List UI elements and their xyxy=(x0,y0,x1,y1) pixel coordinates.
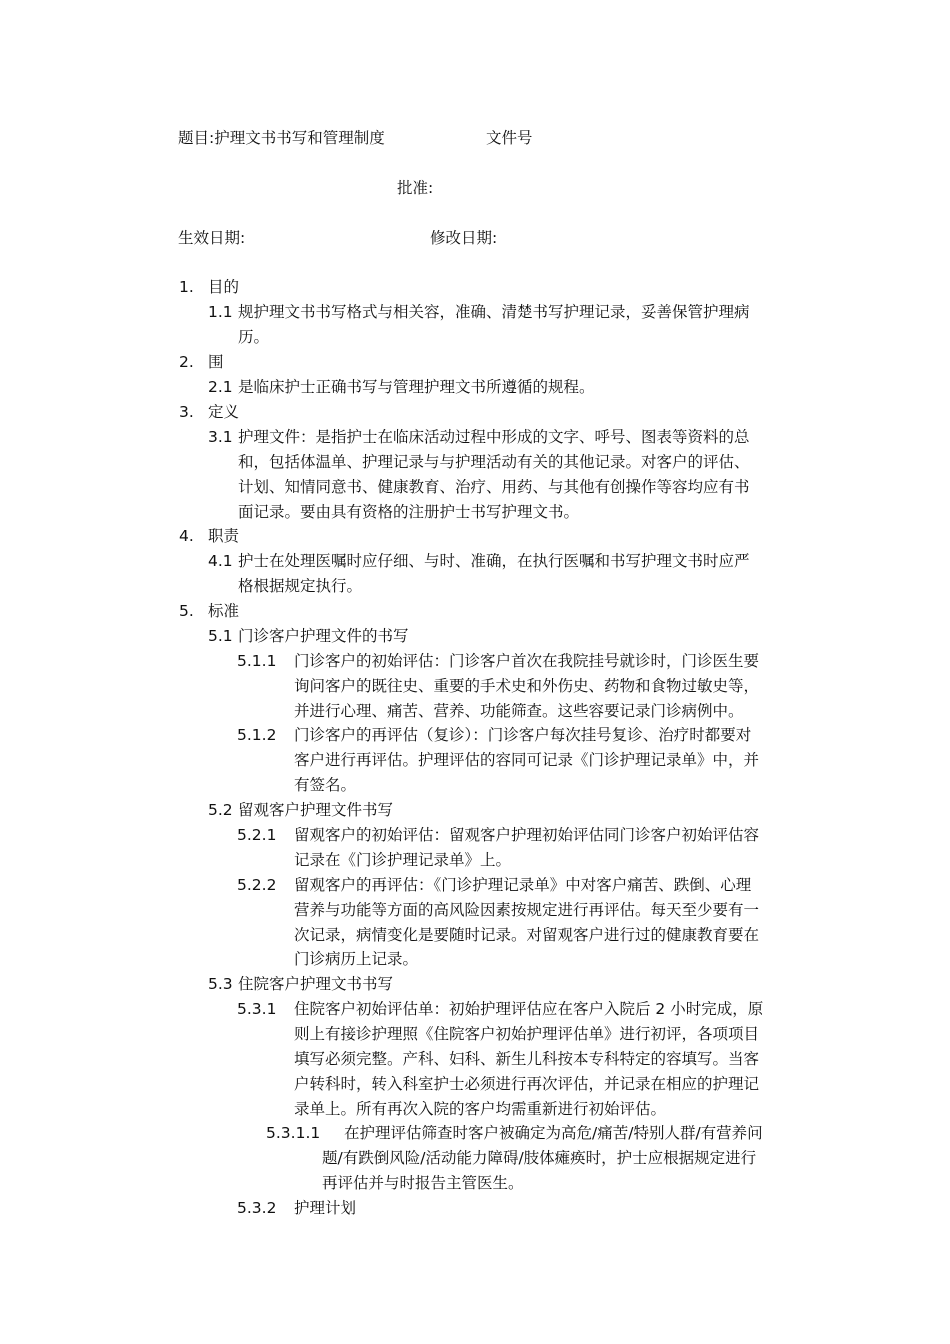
section-heading: 围 xyxy=(208,353,224,371)
clause-number: 3.1 xyxy=(208,428,233,446)
clause-number: 5.2 xyxy=(208,801,233,819)
approve-label: 批准: xyxy=(397,179,434,197)
subclause-heading: 护理计划 xyxy=(294,1199,357,1217)
section-heading: 标准 xyxy=(208,602,240,620)
subsubclause-text: 再评估并与时报告主管医生。 xyxy=(322,1174,524,1192)
subclause-text: 客户进行再评估。护理评估的容同可记录《门诊护理记录单》中，并 xyxy=(294,751,760,769)
subclause-text: 门诊客户的初始评估：门诊客户首次在我院挂号就诊时，门诊医生要 xyxy=(294,652,760,670)
subclause-text: 填写必须完整。产科、妇科、新生儿科按本专科特定的容填写。当客 xyxy=(294,1050,760,1068)
subclause-number: 5.1.1 xyxy=(237,652,277,670)
subclause-number: 5.1.2 xyxy=(237,726,277,744)
clause-text: 计划、知情同意书、健康教育、治疗、用药、与其他有创操作等容均应有书 xyxy=(238,478,750,496)
clause-text: 护士在处理医嘱时应仔细、与时、准确，在执行医嘱和书写护理文书时应严 xyxy=(238,552,750,570)
clause-text: 和，包括体温单、护理记录与与护理活动有关的其他记录。对客户的评估、 xyxy=(238,453,750,471)
clause-text: 护理文件：是指护士在临床活动过程中形成的文字、呼号、图表等资料的总 xyxy=(238,428,750,446)
file-number-label: 文件号 xyxy=(486,129,533,147)
section-number: 2. xyxy=(179,353,194,371)
subclause-number: 5.3.1 xyxy=(237,1000,277,1018)
clause-number: 1.1 xyxy=(208,303,233,321)
subclause-text: 户转科时，转入科室护士必须进行再次评估，并记录在相应的护理记 xyxy=(294,1075,760,1093)
clause-number: 4.1 xyxy=(208,552,233,570)
clause-number: 5.3 xyxy=(208,975,233,993)
subclause-text: 门诊客户的再评估（复诊）：门诊客户每次挂号复诊、治疗时都要对 xyxy=(294,726,752,744)
section-heading: 职责 xyxy=(208,527,240,545)
subclause-text: 留观客户的再评估：《门诊护理记录单》中对客户痛苦、跌倒、心理 xyxy=(294,876,752,894)
subclause-text: 住院客户初始评估单：初始护理评估应在客户入院后 2 小时完成，原 xyxy=(294,1000,764,1018)
clause-text: 规护理文书书写格式与相关容，准确、清楚书写护理记录，妥善保管护理病 xyxy=(238,303,750,321)
clause-number: 5.1 xyxy=(208,627,233,645)
clause-text: 历。 xyxy=(238,328,270,346)
clause-text: 格根据规定执行。 xyxy=(238,577,363,595)
subsubclause-number: 5.3.1.1 xyxy=(266,1124,321,1142)
section-heading: 目的 xyxy=(208,278,240,296)
subclause-number: 5.2.1 xyxy=(237,826,277,844)
subclause-text: 留观客户的初始评估：留观客户护理初始评估同门诊客户初始评估容 xyxy=(294,826,760,844)
subclause-text: 则上有接诊护理照《住院客户初始护理评估单》进行初评，各项项目 xyxy=(294,1025,760,1043)
subclause-text: 录单上。所有再次入院的客户均需重新进行初始评估。 xyxy=(294,1100,667,1118)
clause-number: 2.1 xyxy=(208,378,233,396)
subclause-text: 并进行心理、痛苦、营养、功能筛查。这些容要记录门诊病例中。 xyxy=(294,702,744,720)
clause-text: 面记录。要由具有资格的注册护士书写护理文书。 xyxy=(238,503,580,521)
subsubclause-text: 题/有跌倒风险/活动能力障碍/肢体瘫痪时，护士应根据规定进行 xyxy=(322,1149,757,1167)
clause-heading: 门诊客户护理文件的书写 xyxy=(238,627,409,645)
subclause-number: 5.2.2 xyxy=(237,876,277,894)
clause-heading: 住院客户护理文书书写 xyxy=(238,975,394,993)
document-title: 题目:护理文书书写和管理制度 xyxy=(178,129,385,147)
subclause-text: 记录在《门诊护理记录单》上。 xyxy=(294,851,512,869)
section-number: 1. xyxy=(179,278,194,296)
revise-date-label: 修改日期: xyxy=(430,229,498,247)
subclause-text: 门诊病历上记录。 xyxy=(294,950,419,968)
subclause-text: 有签名。 xyxy=(294,776,357,794)
clause-text: 是临床护士正确书写与管理护理文书所遵循的规程。 xyxy=(238,378,595,396)
clause-heading: 留观客户护理文件书写 xyxy=(238,801,394,819)
subclause-text: 询问客户的既往史、重要的手术史和外伤史、药物和食物过敏史等， xyxy=(294,677,760,695)
subclause-text: 营养与功能等方面的高风险因素按规定进行再评估。每天至少要有一 xyxy=(294,901,760,919)
subsubclause-text: 在护理评估筛查时客户被确定为高危/痛苦/特别人群/有营养问 xyxy=(344,1124,763,1142)
section-number: 3. xyxy=(179,403,194,421)
effective-date-label: 生效日期: xyxy=(178,229,246,247)
section-heading: 定义 xyxy=(208,403,240,421)
subclause-text: 次记录，病情变化是要随时记录。对留观客户进行过的健康教育要在 xyxy=(294,926,760,944)
section-number: 4. xyxy=(179,527,194,545)
section-number: 5. xyxy=(179,602,194,620)
subclause-number: 5.3.2 xyxy=(237,1199,277,1217)
